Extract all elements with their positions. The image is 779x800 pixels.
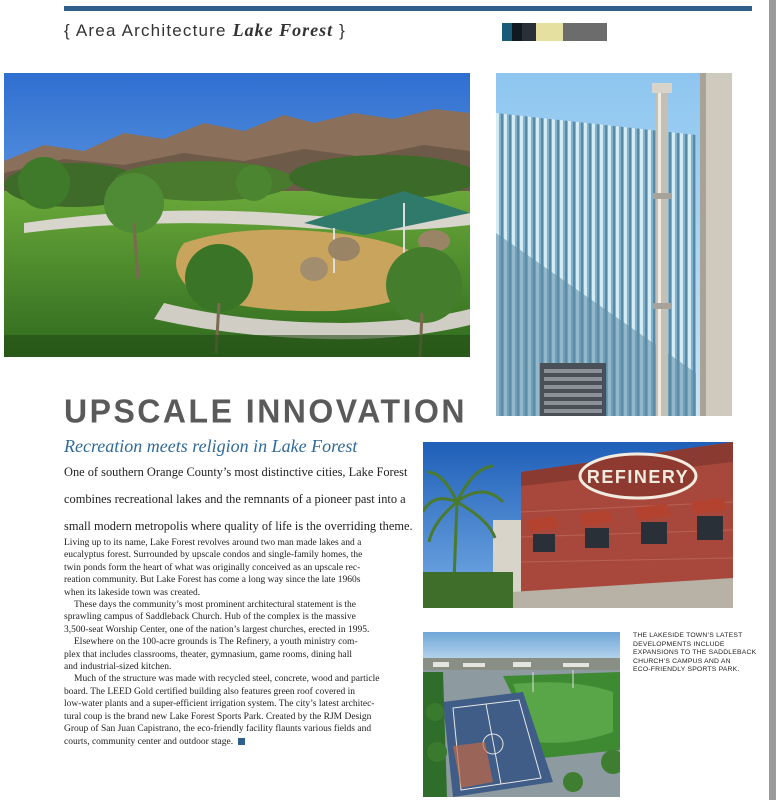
swatch: [512, 23, 522, 41]
body-line: Group of San Juan Capistrano, the eco-friendly facility flaunts various fields and: [64, 724, 372, 735]
article-headline: UPSCALE INNOVATION: [64, 392, 467, 430]
section-place: Lake Forest: [232, 20, 334, 40]
swatch: [522, 23, 536, 41]
swatch: [502, 23, 512, 41]
caption-line: DEVELOPMENTS INCLUDE: [633, 640, 725, 648]
body-line: reation community. But Lake Forest has come a long way since the late 1960s: [64, 575, 361, 586]
photo-caption: [633, 632, 756, 675]
deck-line: combines recreational lakes and the remnants of a pioneer past into a: [64, 492, 406, 506]
article-deck: [64, 459, 413, 540]
brace-open: {: [64, 21, 71, 40]
caption-line: EXPANSIONS TO THE SADDLEBACK: [633, 649, 757, 657]
body-line-last: [64, 736, 416, 748]
end-mark-icon: [238, 738, 245, 745]
body-line: twin ponds form the heart of what was originally conceived as an upscale rec-: [64, 562, 361, 573]
body-line: low-water plants and a super-efficient irrigation system. The city’s latest architec-: [64, 699, 375, 710]
color-palette: [502, 23, 607, 41]
sports-park-photo: [423, 632, 620, 797]
caption-line: CHURCH’S CAMPUS AND AN: [633, 657, 731, 665]
swatch: [563, 23, 607, 41]
refinery-photo: [423, 442, 733, 608]
top-rule: [64, 6, 752, 11]
body-line: tural coup is the brand new Lake Forest Sports Park. Created by the RJM Design: [64, 711, 372, 722]
body-line: board. The LEED Gold certified building also features green roof covered in: [64, 686, 356, 697]
section-name: Area Architecture: [75, 21, 227, 40]
body-line: Living up to its name, Lake Forest revolves around two man made lakes and a: [64, 538, 362, 548]
section-label: [64, 20, 346, 41]
brace-close: }: [339, 21, 346, 40]
body-line: Much of the structure was made with recycled steel, concrete, wood and particle: [74, 674, 380, 685]
body-line: 3,500-seat Worship Center, one of the nation’s largest churches, erected in 1995.: [64, 624, 370, 635]
body-line: plex that includes classrooms, theater, gymnasium, game rooms, dining hall: [64, 649, 352, 660]
swatch: [536, 23, 563, 41]
body-line: These days the community’s most prominent architectural statement is the: [74, 600, 357, 611]
body-line: courts, community center and outdoor stage.: [64, 736, 234, 747]
article-subhead: Recreation meets religion in Lake Forest: [64, 436, 358, 456]
caption-line: ECO-FRIENDLY SPORTS PARK.: [633, 666, 740, 674]
caption-line: THE LAKESIDE TOWN’S LATEST: [633, 632, 743, 639]
refinery-sign-text: REFINERY: [586, 467, 690, 487]
body-line: Elsewhere on the 100-acre grounds is The Refinery, a youth ministry com-: [74, 637, 358, 648]
deck-line: One of southern Orange County’s most distinctive cities, Lake Forest: [64, 465, 408, 479]
article-body: [64, 537, 416, 748]
body-line: eucalyptus forest. Surrounded by upscale condos and single-family homes, the: [64, 550, 363, 561]
body-line: when its lakeside town was created.: [64, 587, 201, 598]
body-line: and industrial-sized kitchen.: [64, 662, 172, 673]
deck-line: small modern metropolis where quality of life is the overriding theme.: [64, 519, 413, 533]
page-edge-rule: [769, 0, 776, 800]
park-photo: [4, 73, 470, 357]
body-line: sprawling campus of Saddleback Church. Hub of the complex is the massive: [64, 612, 356, 623]
metal-wall-photo: [496, 73, 732, 416]
